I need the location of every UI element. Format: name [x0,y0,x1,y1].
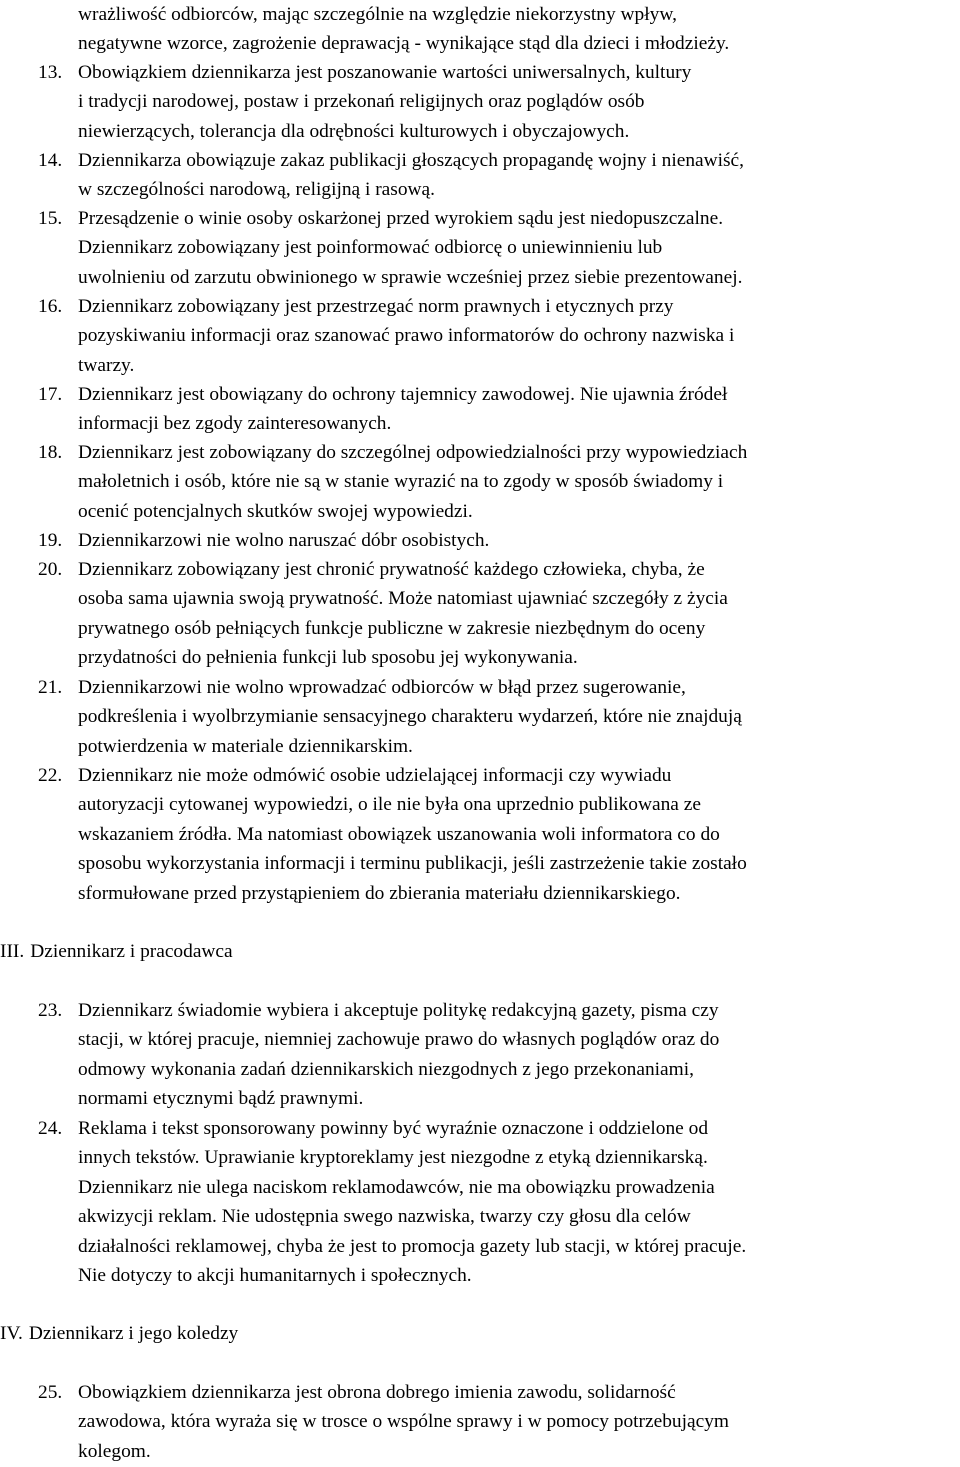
text-line: stacji, w której pracuje, niemniej zachowuje prawo do własnych poglądów oraz do [78,1029,720,1051]
section-numeral: IV. [0,1323,23,1344]
text-line: Przesądzenie o winie osoby oskarżonej przed wyrokiem sądu jest niedopuszczalne. [78,208,724,229]
section-heading-4 [0,1319,238,1348]
text-line: w szczególności narodową, religijną i rasową. [78,179,435,201]
item-number: 18. [38,442,63,463]
item-number: 21. [38,677,63,698]
item-number: 25. [38,1382,63,1403]
item-number: 19. [38,530,63,551]
item-number: 14. [38,150,63,171]
list-item-18 [38,438,748,526]
text-line: ocenić potencjalnych skutków swojej wypowiedzi. [78,500,473,522]
text-line: Obowiązkiem dziennikarza jest obrona dobrego imienia zawodu, solidarność [78,1382,676,1403]
list-item-16 [38,292,735,380]
text-line: Dziennikarz jest obowiązany do ochrony tajemnicy zawodowej. Nie ujawnia źródeł [78,384,728,405]
list-item-22 [38,761,747,908]
item-number: 15. [38,208,63,229]
text-line: podkreślenia i wyolbrzymianie sensacyjnego charakteru wydarzeń, które nie znajdują [78,706,742,728]
list-item-20 [38,555,728,673]
text-line: twarzy. [78,354,135,376]
text-line: negatywne wzorce, zagrożenie deprawacją - wynikające stąd dla dzieci i młodzieży. [78,33,730,55]
item-number: 23. [38,1000,63,1021]
text-line: niewierzących, tolerancja dla odrębności kulturowych i obyczajowych. [78,120,630,142]
text-line: wskazaniem źródła. Ma natomiast obowiązek uszanowania woli informatora co do [78,823,720,845]
list-item-21 [38,673,742,761]
text-line: Dziennikarz świadomie wybiera i akceptuje politykę redakcyjną gazety, pisma czy [78,1000,719,1021]
item-number: 20. [38,559,63,580]
text-line: wrażliwość odbiorców, mając szczególnie na względzie niekorzystny wpływ, [78,4,677,25]
text-line: zawodowa, która wyraża się w trosce o wspólne sprawy i w pomocy potrzebującym [78,1411,729,1433]
section-heading-3 [0,937,233,966]
text-line: uwolnieniu od zarzutu obwinionego w sprawie wcześniej przez siebie prezentowanej. [78,266,743,288]
text-line: Dziennikarz zobowiązany jest przestrzegać norm prawnych i etycznych przy [78,296,674,317]
text-line: małoletnich i osób, które nie są w stanie wyrazić na to zgody w sposób świadomy i [78,471,724,493]
text-line: Nie dotyczy to akcji humanitarnych i społecznych. [78,1264,472,1286]
text-line: odmowy wykonania zadań dziennikarskich niezgodnych z jego przekonaniami, [78,1058,694,1080]
text-line: Dziennikarz zobowiązany jest chronić prywatność każdego człowieka, chyba, że [78,559,705,580]
continuation-paragraph [78,0,729,59]
section-numeral: III. [0,941,25,962]
item-number: 13. [38,62,63,83]
list-item-14 [38,146,745,205]
text-line: Dziennikarza obowiązuje zakaz publikacji głoszących propagandę wojny i nienawiść, [78,150,745,171]
text-line: informacji bez zgody zainteresowanych. [78,413,392,435]
text-line: sposobu wykorzystania informacji i terminu publikacji, jeśli zastrzeżenie takie zostało [78,853,747,875]
list-item-13 [38,58,692,146]
text-line: akwizycji reklam. Nie udostępnia swego nazwiska, twarzy czy głosu dla celów [78,1206,691,1228]
text-line: Dziennikarz zobowiązany jest poinformować odbiorcę o uniewinnieniu lub [78,237,663,259]
list-item-19 [38,526,490,555]
text-line: normami etycznymi bądź prawnymi. [78,1088,364,1110]
text-line: Dziennikarzowi nie wolno naruszać dóbr osobistych. [78,530,490,551]
text-line: innych tekstów. Uprawianie kryptoreklamy jest niezgodne z etyką dziennikarską. [78,1147,708,1169]
text-line: Reklama i tekst sponsorowany powinny być wyraźnie oznaczone i oddzielone od [78,1118,709,1139]
text-line: Dziennikarz nie może odmówić osobie udzielającej informacji czy wywiadu [78,765,672,786]
item-number: 24. [38,1118,63,1139]
text-line: Obowiązkiem dziennikarza jest poszanowanie wartości uniwersalnych, kultury [78,62,692,83]
text-line: działalności reklamowej, chyba że jest to promocja gazety lub stacji, w której pracuje. [78,1235,747,1257]
text-line: Dziennikarz nie ulega naciskom reklamodawców, nie ma obowiązku prowadzenia [78,1176,715,1198]
text-line: sformułowane przed przystąpieniem do zbierania materiału dziennikarskiego. [78,882,681,904]
item-number: 17. [38,384,63,405]
list-item-23 [38,996,720,1114]
text-line: i tradycji narodowej, postaw i przekonań religijnych oraz poglądów osób [78,91,645,113]
text-line: pozyskiwaniu informacji oraz szanować prawo informatorów do ochrony nazwiska i [78,325,735,347]
text-line: przydatności do pełnienia funkcji lub sposobu jej wykonywania. [78,647,578,669]
text-line: Dziennikarz jest zobowiązany do szczególnej odpowiedzialności przy wypowiedziach [78,442,748,463]
list-item-25 [38,1378,729,1466]
item-number: 22. [38,765,63,786]
list-item-15 [38,204,743,292]
text-line: autoryzacji cytowanej wypowiedzi, o ile nie była ona uprzednio publikowana ze [78,794,701,816]
list-item-24 [38,1114,747,1290]
text-line: kolegom. [78,1440,151,1462]
text-line: osoba sama ujawnia swoją prywatność. Może natomiast ujawniać szczegóły z życia [78,588,728,610]
text-line: Dziennikarzowi nie wolno wprowadzać odbiorców w błąd przez sugerowanie, [78,677,686,698]
list-item-17 [38,380,728,439]
text-line: prywatnego osób pełniących funkcje publiczne w zakresie niezbędnym do oceny [78,617,706,639]
section-title: Dziennikarz i pracodawca [30,941,233,962]
text-line: potwierdzenia w materiale dziennikarskim. [78,735,413,757]
section-title: Dziennikarz i jego koledzy [28,1323,239,1344]
item-number: 16. [38,296,63,317]
